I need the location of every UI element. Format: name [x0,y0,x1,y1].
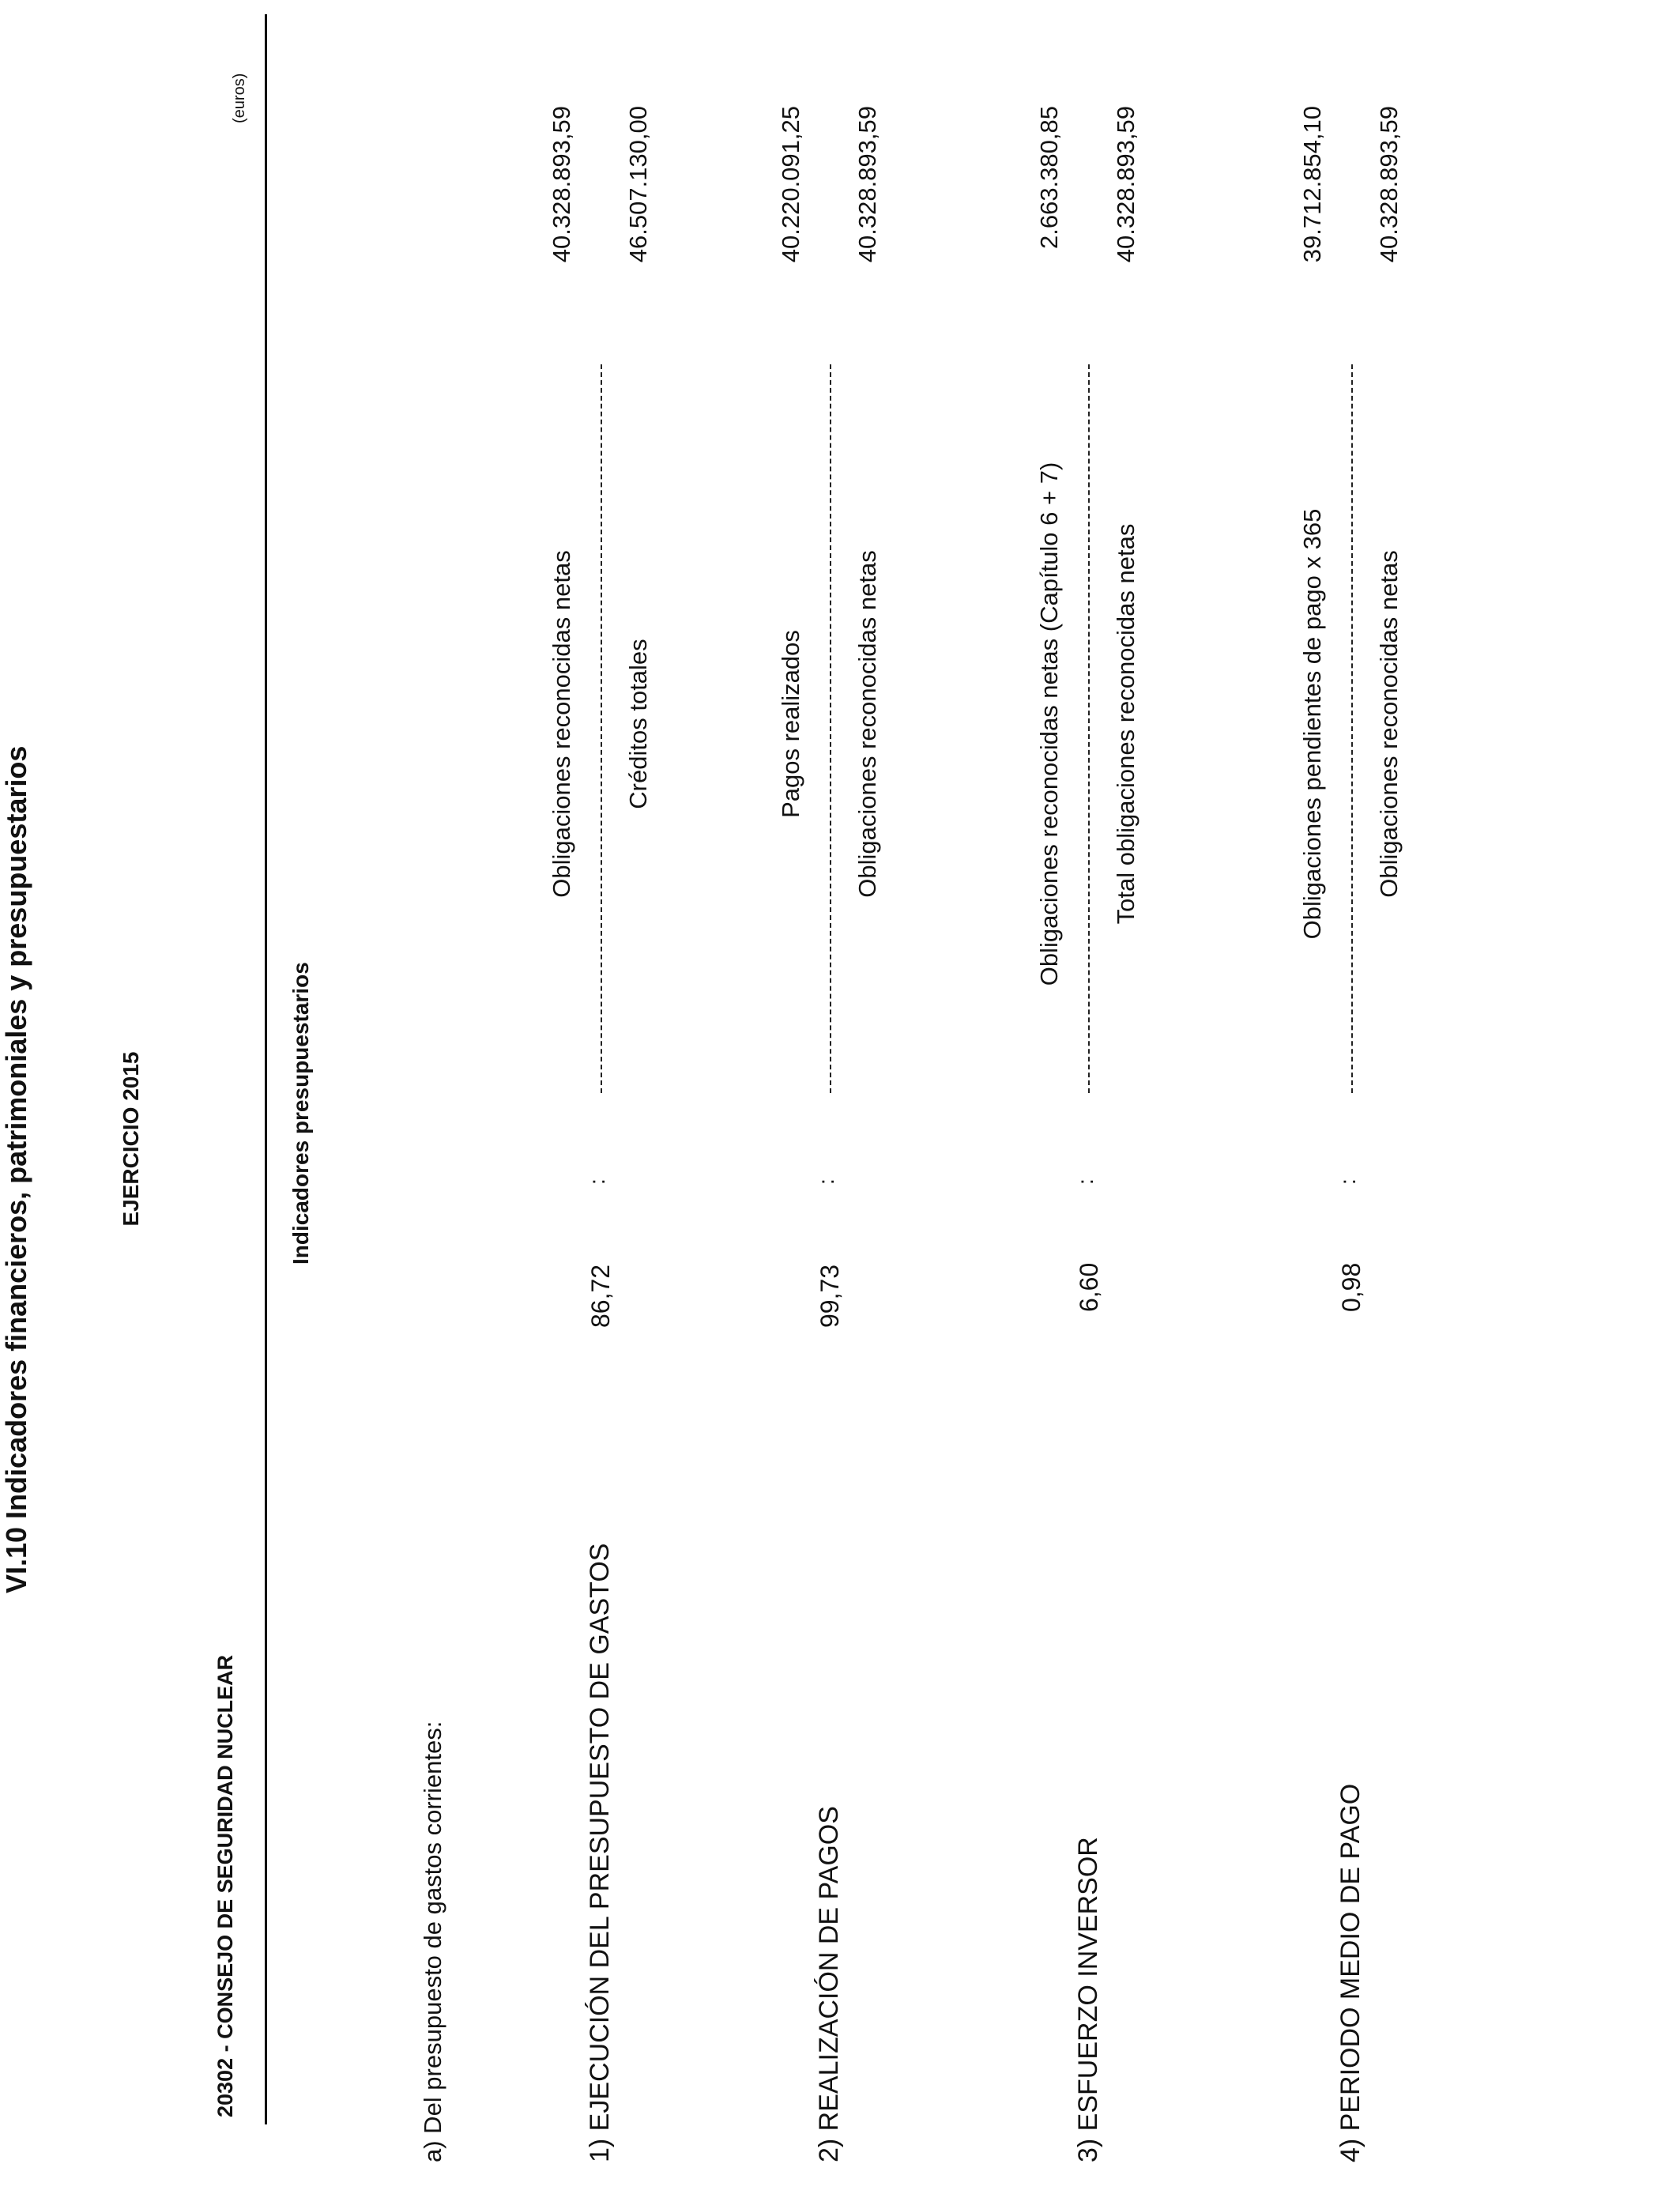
indicator-value: 0,98 [1337,1262,1365,1312]
numerator-label: Obligaciones pendientes de pago x 365 [1298,508,1326,940]
fraction-line [830,364,831,1093]
denominator-label: Total obligaciones reconocidas netas [1112,523,1139,925]
denominator-label: Obligaciones reconocidas netas [1375,550,1403,898]
indicator-label: 1) EJECUCIÓN DEL PRESUPUESTO DE GASTOS [585,1543,615,2162]
indicator-colon: : [585,1178,609,1185]
denominator-label: Obligaciones reconocidas netas [853,550,881,898]
denominator-value: 40.328.893,59 [853,106,881,263]
units-label: (euros) [231,73,248,123]
denominator-value: 40.328.893,59 [1375,106,1403,263]
section-title: a) Del presupuesto de gastos corrientes: [419,1721,446,2162]
numerator-label: Obligaciones reconocidas netas (Capítulo 6 + 7) [1035,462,1063,986]
report-title: VI.10 Indicadores financieros, patrimoniales y presupuestarios [0,745,32,1593]
indicator-value: 6,60 [1075,1262,1103,1312]
indicator-label: 4) PERIODO MEDIO DE PAGO [1335,1783,1365,2162]
header-rule [265,14,267,2124]
indicator-colon: : [1335,1178,1360,1185]
numerator-value: 39.712.854,10 [1298,106,1326,263]
denominator-value: 46.507.130,00 [624,106,652,263]
numerator-value: 2.663.380,85 [1035,106,1063,250]
indicator-label: 2) REALIZACIÓN DE PAGOS [814,1806,844,2162]
fraction-line [1088,364,1090,1093]
fraction-line [601,364,602,1093]
indicator-value: 99,73 [816,1264,844,1328]
denominator-label: Créditos totales [624,639,652,809]
indicator-colon: : [1073,1178,1098,1185]
numerator-label: Obligaciones reconocidas netas [548,550,575,898]
denominator-value: 40.328.893,59 [1112,106,1139,263]
indicator-colon: : [814,1178,838,1185]
indicator-value: 86,72 [586,1264,615,1328]
numerator-value: 40.328.893,59 [548,106,575,263]
organization-name: 20302 - CONSEJO DE SEGURIDAD NUCLEAR [213,1654,237,2117]
section-subheading: Indicadores presupuestarios [288,962,313,1265]
numerator-label: Pagos realizados [777,630,804,818]
exercise-year: EJERCICIO 2015 [119,1051,143,1227]
numerator-value: 40.220.091,25 [777,106,804,263]
fraction-line [1351,364,1353,1093]
indicator-label: 3) ESFUERZO INVERSOR [1073,1837,1103,2162]
